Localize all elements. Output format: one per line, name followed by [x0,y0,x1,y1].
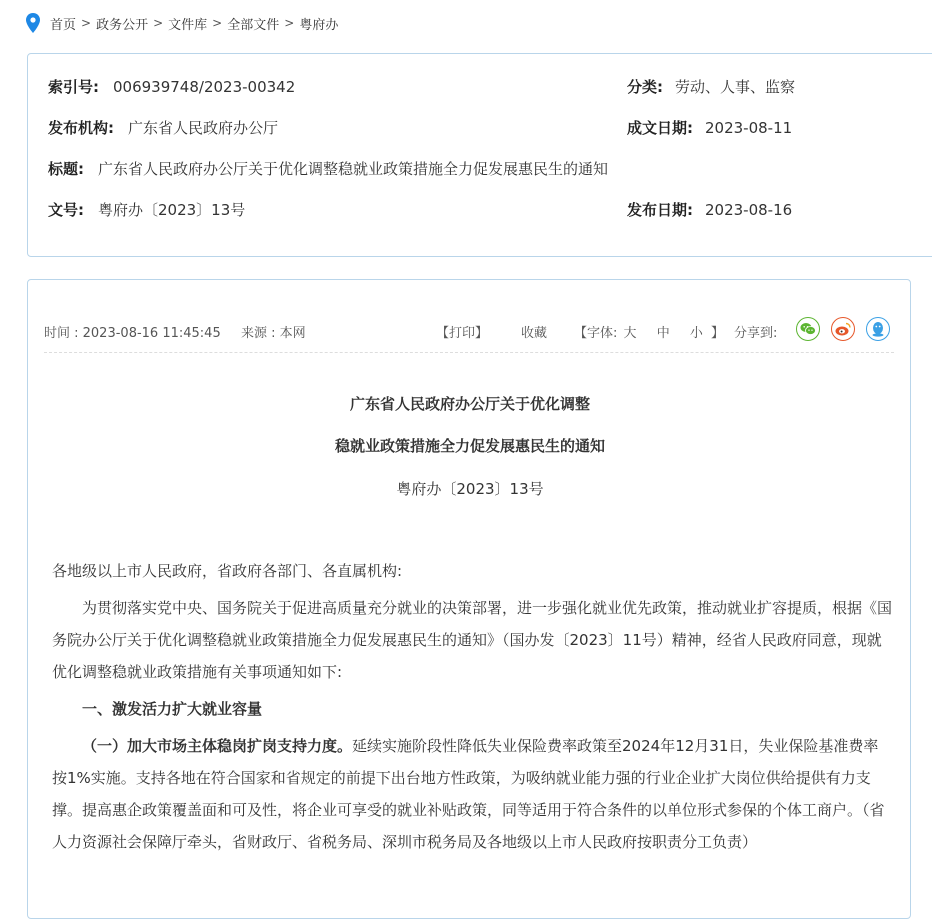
article-body [52,555,892,858]
meta-written-date-label: 成文日期: [627,119,693,137]
font-size-close: 】 [711,326,725,341]
breadcrumb-all-files[interactable]: 全部文件 [227,17,280,33]
paragraph-1-lead: （一）加大市场主体稳岗扩岗支持力度。 [82,737,353,755]
breadcrumb-separator: > [284,16,295,30]
breadcrumb-separator: > [81,16,92,30]
publish-time: 时间 : 2023-08-16 11:45:45 [44,326,221,341]
font-medium-button[interactable]: 中 [656,326,670,341]
meta-category-label: 分类: [627,78,663,96]
breadcrumb-file-library[interactable]: 文件库 [168,17,208,33]
article-toolbar [44,312,894,353]
document-metadata-panel [27,53,932,257]
favorite-button[interactable]: 收藏 [521,326,548,341]
meta-category [627,76,795,97]
wechat-icon[interactable] [796,317,820,341]
share-label: 分享到: [734,326,778,341]
meta-index-value: 006939748/2023-00342 [113,78,296,96]
meta-title-value: 广东省人民政府办公厅关于优化调整稳就业政策措施全力促发展惠民生的通知 [98,160,609,178]
font-large-button[interactable]: 大 [623,326,637,341]
weibo-icon[interactable] [831,317,855,341]
meta-publish-date [627,199,792,220]
font-size-control [574,322,724,341]
meta-publish-date-label: 发布日期: [627,201,693,219]
meta-index [48,76,295,97]
print-button[interactable]: 【打印】 [436,326,489,341]
section-heading: 一、激发活力扩大就业容量 [82,700,263,718]
article-title-line1: 广东省人民政府办公厅关于优化调整 [349,395,590,413]
qq-icon[interactable] [866,317,890,341]
meta-title [48,158,608,179]
breadcrumb-yuefuban[interactable]: 粤府办 [299,17,339,33]
meta-category-value: 劳动、人事、监察 [675,78,796,96]
font-small-button[interactable]: 小 [689,326,703,341]
location-pin-icon [26,13,40,33]
meta-docnum-value: 粤府办〔2023〕13号 [98,201,246,219]
intro-paragraph: 为贯彻落实党中央、国务院关于促进高质量充分就业的决策部署，进一步强化就业优先政策，推动就业扩容提质，根据《国务院办公厅关于优化调整稳就业政策措施全力促发展惠民生的通知》（国办发〔2023〕11号）精神，经省人民政府同意，现就优化调整稳就业政策措施有关事项通知如下: [52,599,893,681]
meta-publisher-value: 广东省人民政府办公厅 [128,119,279,137]
meta-docnum [48,199,245,220]
meta-written-date-value: 2023-08-11 [705,119,793,137]
article-title-line2: 稳就业政策措施全力促发展惠民生的通知 [334,437,605,455]
paragraph-1 [52,730,892,858]
article-source: 来源 : 本网 [241,326,306,341]
breadcrumb [26,12,338,34]
paragraph-1-body: 延续实施阶段性降低失业保险费率政策至2024年12月31日，失业保险基准费率按1%实施。支持各地在符合国家和省规定的前提下出台地方性政策，为吸纳就业能力强的行业企业扩大岗位供给提供有力支撑。提高惠企政策覆盖面和可及性，将企业可享受的就业补贴政策，同等适用于符合条件的以单位形式参保的个体工商户。（省人力资源社会保障厅牵头，省财政厅、省税务局、深圳市税务局及各地级以上市人民政府按职责分工负责） [52,737,885,851]
meta-docnum-label: 文号: [48,201,84,219]
meta-title-label: 标题: [48,160,84,178]
article-panel [27,279,911,919]
salutation: 各地级以上市人民政府，省政府各部门、各直属机构: [52,562,403,580]
breadcrumb-separator: > [212,16,223,30]
meta-publisher-label: 发布机构: [48,119,114,137]
breadcrumb-home[interactable]: 首页 [50,17,77,33]
meta-written-date [627,117,792,138]
meta-publisher [48,117,278,138]
meta-publish-date-value: 2023-08-16 [705,201,793,219]
font-size-label: 【字体: [574,326,618,341]
breadcrumb-separator: > [153,16,164,30]
meta-index-label: 索引号: [48,78,99,96]
breadcrumb-gov-affairs[interactable]: 政务公开 [96,17,149,33]
article-doc-number: 粤府办〔2023〕13号 [396,480,544,498]
